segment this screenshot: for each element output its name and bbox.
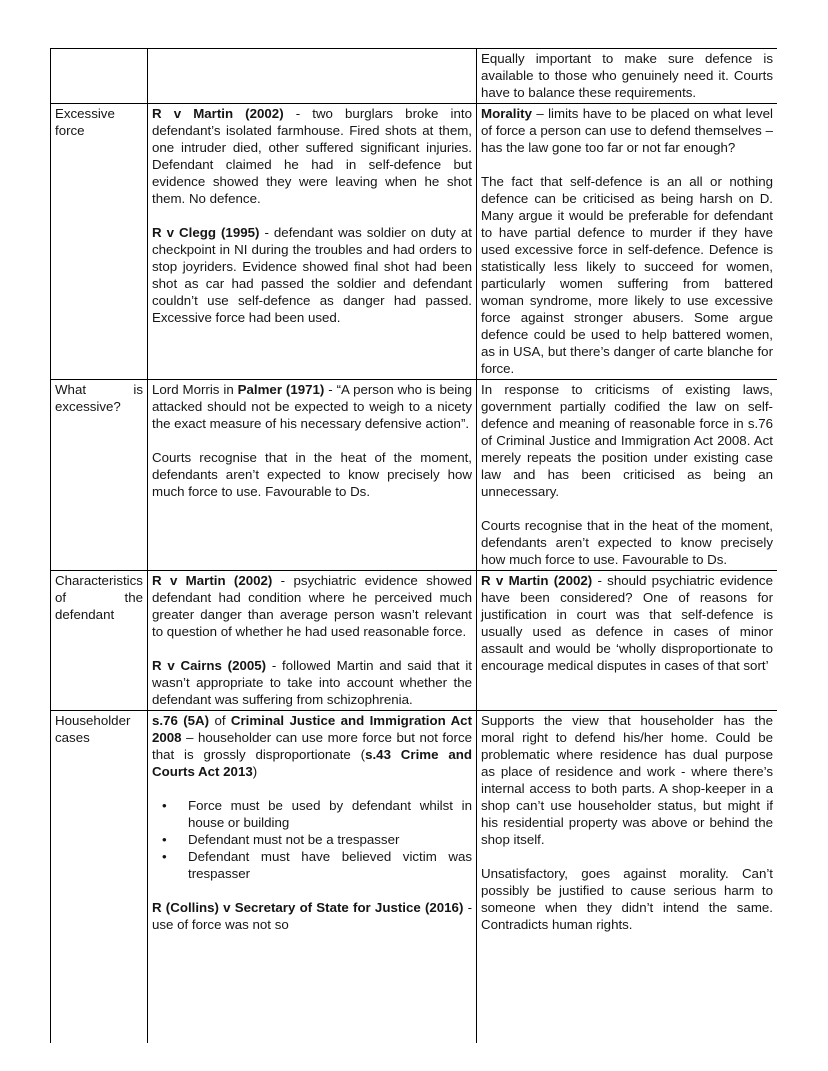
bullet-item [152, 831, 472, 848]
bullet-icon: • [162, 832, 167, 847]
text-run: Supports the view that householder has the moral right to defend his/her home. Could be problematic where residence has dual purpose as place of residence and work - where there’s internal access to both parts. A shop-keeper in a shop can’t use householder status, but might if his residential property was above or behind the shop itself. [481, 713, 773, 847]
bold-text-run: Palmer (1971) [237, 382, 325, 397]
text-run: of [209, 713, 231, 728]
bold-text-run: R (Collins) v Secretary of State for Justice (2016) [152, 900, 464, 915]
paragraph [55, 572, 143, 623]
bold-text-run: R v Martin (2002) [481, 573, 593, 588]
paragraph [152, 712, 472, 780]
text-run: - two burglars broke into defendant’s isolated farmhouse. Fired shots at them, one intruder died, other suffered significant injuries. Defendant claimed he had in self-defence but evidence showed they were leaving when he shot them. No defence. [152, 106, 472, 206]
blank-line [152, 882, 472, 899]
bullet-item [152, 848, 472, 882]
paragraph [152, 572, 472, 640]
blank-line [481, 500, 773, 517]
topic-cell [51, 711, 148, 1044]
paragraph [481, 517, 773, 568]
table-row [51, 104, 778, 380]
text-run: Courts recognise that in the heat of the moment, defendants aren’t expected to know precisely how much force to use. Favourable to Ds. [481, 518, 773, 567]
notes-table-wrap [50, 48, 777, 1043]
law-cell [148, 104, 477, 380]
paragraph [481, 712, 773, 848]
bullet-item [152, 797, 472, 831]
bold-text-run: R v Martin (2002) [152, 106, 284, 121]
table-row [51, 49, 778, 104]
text-run: The fact that self-defence is an all or nothing defence can be criticised as being harsh on D. Many argue it would be preferable for defendant to have partial defence to murder if they have used excessive force in self-defence. Defence is statistically less likely to succeed for women, particularly women suffering from battered woman syndrome, more likely to use excessive force against stronger abusers. Some argue defence could be used to help battered women, as in USA, but there’s danger of carte blanche for force. [481, 174, 773, 376]
text-run: Equally important to make sure defence is available to those who genuinely need it. Courts have to balance these requirements. [481, 51, 773, 100]
paragraph [481, 50, 773, 101]
bold-text-run: R v Martin (2002) [152, 573, 273, 588]
text-run: - “A person who is being attacked should not be expected to weigh to a nicety the exact measure of his necessary defensive action”. [152, 382, 472, 431]
text-run: Courts recognise that in the heat of the moment, defendants aren’t expected to know precisely how much force to use. Favourable to Ds. [152, 450, 472, 499]
blank-line [152, 207, 472, 224]
paragraph [481, 572, 773, 674]
blank-line [481, 156, 773, 173]
table-row [51, 571, 778, 711]
blank-line [152, 780, 472, 797]
evaluation-cell [477, 571, 778, 711]
paragraph [152, 224, 472, 326]
text-run: - use of force was not so [152, 900, 473, 932]
bullet-icon: • [162, 798, 167, 813]
text-run: – limits have to be placed on what level of force a person can use to defend themselves – has the law gone too far or not far enough? [481, 106, 773, 155]
bullet-text: Defendant must not be a trespasser [188, 832, 400, 847]
table-row [51, 380, 778, 571]
text-run: In response to criticisms of existing laws, government partially codified the law on self-defence and meaning of reasonable force in s.76 of Criminal Justice and Immigration Act 2008. Act merely repeats the position under existing case law and has been criticised as being an unnecessary. [481, 382, 773, 499]
text-run: Lord Morris in [152, 382, 238, 397]
topic-cell [51, 104, 148, 380]
paragraph [152, 105, 472, 207]
paragraph [152, 381, 472, 432]
text-run: – householder can use more force but not force that is grossly disproportionate ( [152, 730, 472, 762]
text-run: Characteristics of the defendant [55, 573, 143, 622]
notes-table [50, 48, 777, 1043]
bold-text-run: R v Clegg (1995) [152, 225, 260, 240]
text-run: ) [252, 764, 258, 779]
paragraph [481, 105, 773, 156]
evaluation-cell [477, 49, 778, 104]
text-run: - followed Martin and said that it wasn’t appropriate to take into account whether the defendant was suffering from schizophrenia. [152, 658, 472, 707]
law-cell [148, 380, 477, 571]
text-run: - psychiatric evidence showed defendant had condition where he perceived much greater danger than average person wasn’t relevant to question of whether he had used reasonable force. [152, 573, 472, 639]
bold-text-run: Morality [481, 106, 532, 121]
bold-text-run: Criminal Justice and Immigration Act 2008 [152, 713, 472, 745]
blank-line [152, 640, 472, 657]
law-cell [148, 711, 477, 1044]
evaluation-cell [477, 104, 778, 380]
paragraph [55, 712, 143, 746]
topic-cell [51, 49, 148, 104]
text-run: - defendant was soldier on duty at checkpoint in NI during the troubles and had orders to stop joyriders. Evidence showed final shot had been shot as car had passed the soldier and defendant couldn’t use self-defence as danger had passed. Excessive force had been used. [152, 225, 472, 325]
blank-line [152, 432, 472, 449]
evaluation-cell [477, 380, 778, 571]
topic-cell [51, 571, 148, 711]
bullet-text: Defendant must have believed victim was trespasser [188, 849, 472, 881]
blank-line [481, 848, 773, 865]
law-cell [148, 571, 477, 711]
table-row [51, 711, 778, 1044]
text-run: - should psychiatric evidence have been considered? One of reasons for justification in court was that self-defence is usually used as defence in cases of minor assault and would be ‘wholly disproportionate to encourage medical disputes in cases of that sort’ [481, 573, 773, 673]
paragraph [481, 173, 773, 377]
paragraph [152, 657, 472, 708]
paragraph [481, 865, 773, 933]
evaluation-cell [477, 711, 778, 1044]
bold-text-run: s.43 Crime and Courts Act 2013 [152, 747, 472, 779]
paragraph [55, 105, 143, 139]
bold-text-run: s.76 (5A) [152, 713, 210, 728]
text-run: Householder cases [55, 713, 131, 745]
paragraph [152, 899, 472, 933]
notes-table-body [51, 49, 778, 1044]
bullet-icon: • [162, 849, 167, 864]
bold-text-run: R v Cairns (2005) [152, 658, 267, 673]
paragraph [152, 449, 472, 500]
paragraph [481, 381, 773, 500]
text-run: What is excessive? [55, 382, 143, 414]
paragraph [55, 381, 143, 415]
text-run: Unsatisfactory, goes against morality. Can’t possibly be justified to cause serious harm to someone when they didn’t intend the same. Contradicts human rights. [481, 866, 773, 932]
topic-cell [51, 380, 148, 571]
text-run: Excessive force [55, 106, 115, 138]
law-cell [148, 49, 477, 104]
bullet-text: Force must be used by defendant whilst in house or building [188, 798, 472, 830]
